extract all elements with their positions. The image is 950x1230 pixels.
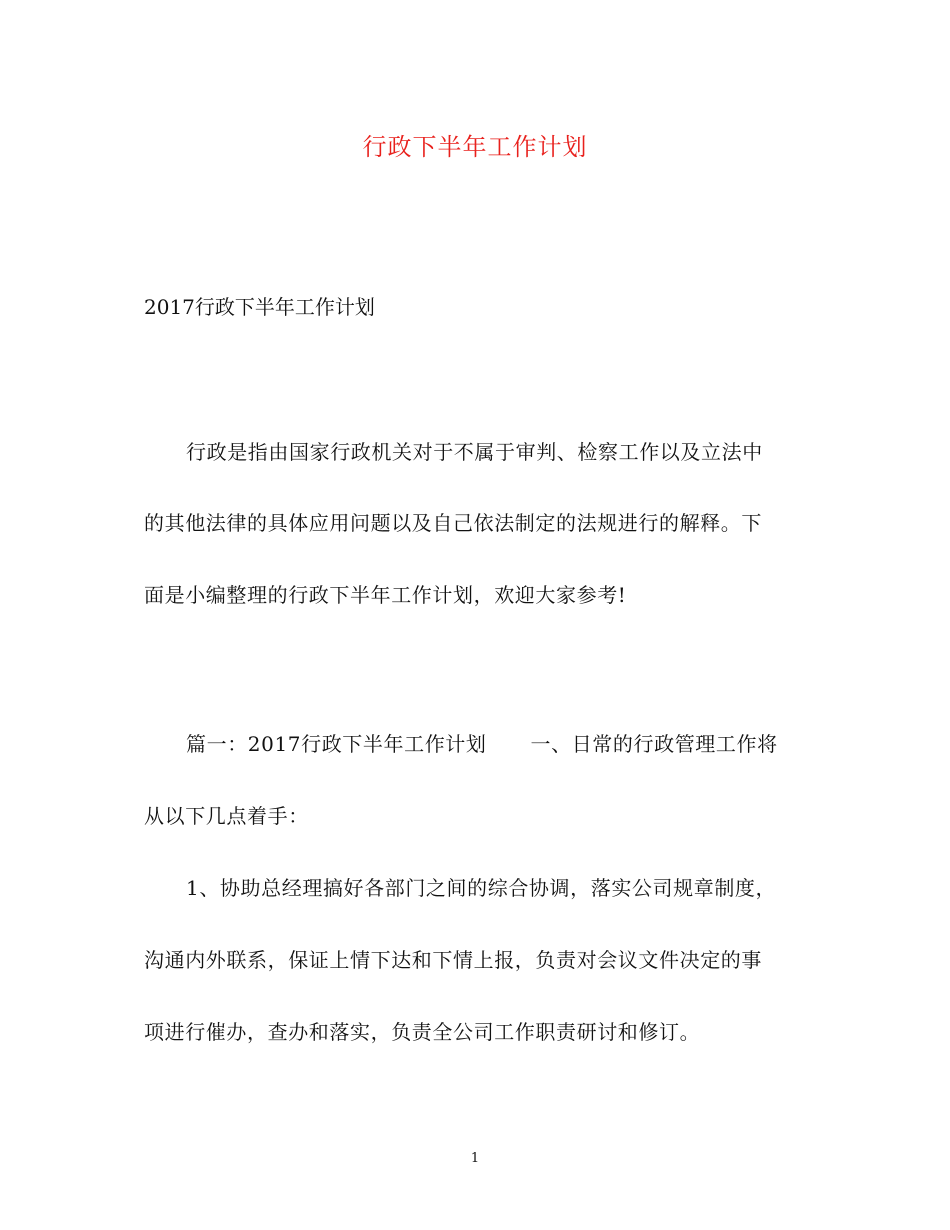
part-one-continuation: 从以下几点着手： [144, 804, 309, 828]
intro-paragraph-line: 行政是指由国家行政机关对于不属于审判、检察工作以及立法中 [186, 440, 763, 464]
part-one-lead-in: 一、日常的行政管理工作将 [530, 732, 778, 756]
document-title: 行政下半年工作计划 [362, 133, 588, 161]
page-number: 1 [470, 1151, 480, 1166]
item-one-line: 沟通内外联系，保证上情下达和下情上报，负责对会议文件决定的事 [144, 948, 762, 972]
item-one-line: 项进行催办，查办和落实，负责全公司工作职责研讨和修订。 [144, 1020, 701, 1044]
part-one-line [186, 729, 778, 759]
part-one-heading: 篇一：2017行政下半年工作计划 [186, 732, 487, 756]
intro-paragraph-line: 的其他法律的具体应用问题以及自己依法制定的法规进行的解释。下 [144, 511, 762, 535]
item-one-line: 1、协助总经理搞好各部门之间的综合协调，落实公司规章制度， [186, 876, 777, 900]
intro-paragraph-line: 面是小编整理的行政下半年工作计划，欢迎大家参考! [144, 583, 627, 607]
document-subtitle: 2017行政下半年工作计划 [144, 295, 375, 319]
